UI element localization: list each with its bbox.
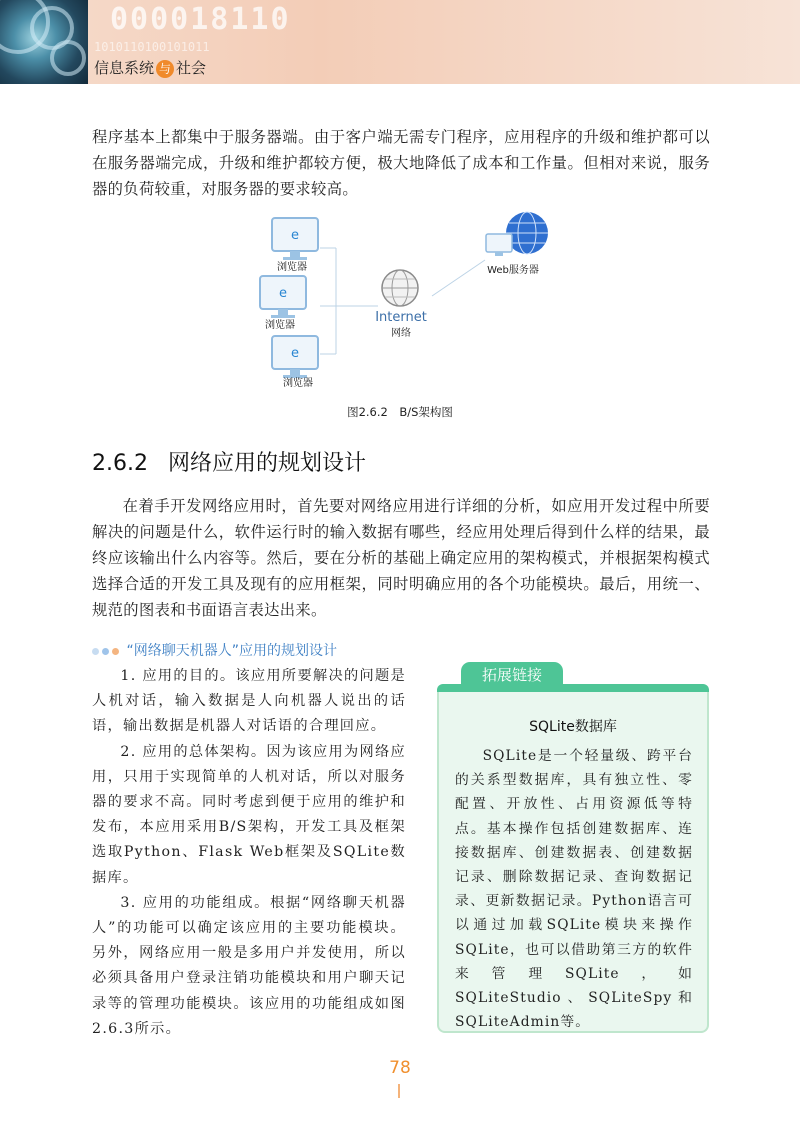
- book-title-part1: 信息系统: [94, 59, 155, 77]
- case-study-title: “网络聊天机器人”应用的规划设计: [126, 643, 337, 659]
- section-title: 网络应用的规划设计: [167, 451, 366, 476]
- browser-monitor-2: [260, 276, 306, 318]
- page-number: 78: [389, 1058, 411, 1078]
- web-server-icon: [486, 212, 548, 256]
- case-study-body: [92, 664, 406, 1042]
- sidebar-tab-label: 拓展链接: [461, 662, 563, 688]
- svg-text:e: e: [291, 228, 299, 243]
- book-title-part2: 社会: [176, 59, 207, 77]
- browser-monitor-3: [272, 336, 318, 378]
- gear-decoration-image: [0, 0, 88, 84]
- figure-caption: 图2.6.2 B/S架构图: [347, 405, 453, 419]
- intro-paragraph: 程序基本上都集中于服务器端。由于客户端无需专门程序，应用程序的升级和维护都可以在服务器端完成，升级和维护都较方便，极大地降低了成本和工作量。但相对来说，服务器的负荷较重，对服务器的要求较高。: [92, 128, 710, 198]
- case-study-heading: [92, 640, 337, 660]
- dots-icon: [92, 643, 122, 659]
- case-study-item-1: 1. 应用的目的。该应用所要解决的问题是人机对话，输入数据是人向机器人说出的话语，输出数据是机器人对话语的合理回应。: [92, 668, 406, 735]
- svg-text:e: e: [291, 346, 299, 361]
- sidebar-title: SQLite数据库: [529, 719, 617, 735]
- internet-globe-icon: [382, 270, 418, 306]
- book-title-amp: 与: [156, 60, 174, 78]
- browser-label-2: 浏览器: [265, 320, 295, 331]
- browser-monitor-1: [272, 218, 318, 260]
- page-header: [0, 0, 800, 84]
- internet-label: Internet: [375, 310, 427, 325]
- case-study-item-2: 2. 应用的总体架构。因为该应用为网络应用，只用于实现简单的人机对话，所以对服务器的要求不高。同时考虑到便于应用的维护和发布，本应用采用B/S架构，开发工具及框架选取Python、Flask Web框架及SQLite数据库。: [92, 743, 406, 886]
- browser-label-1: 浏览器: [277, 262, 307, 273]
- book-title: [94, 57, 206, 78]
- network-label: 网络: [391, 328, 411, 339]
- section-heading: [92, 446, 366, 477]
- header-decor-digits-small: 1010110100101011: [94, 40, 210, 54]
- browser-label-3: 浏览器: [283, 378, 313, 389]
- header-decor-digits: 000018110: [110, 2, 291, 37]
- page-number-tick: [398, 1084, 400, 1098]
- case-study-item-3: 3. 应用的功能组成。根据“网络聊天机器人”的功能可以确定该应用的主要功能模块。另外，网络应用一般是多用户并发使用，所以必须具备用户登录注销功能模块和用户聊天记录等的管理功能模块。该应用的功能组成如图2.6.3所示。: [92, 894, 406, 1037]
- section-paragraph: 在着手开发网络应用时，首先要对网络应用进行详细的分析，如应用开发过程中所要解决的问题是什么，软件运行时的输入数据有哪些，经应用处理后得到什么样的结果，最终应该输出什么内容等。然后，要在分析的基础上确定应用的架构模式，并根据架构模式选择合适的开发工具及现有的应用框架，同时明确应用的各个功能模块。最后，用统一、规范的图表和书面语言表达出来。: [92, 497, 710, 619]
- extension-link-sidebar: [437, 662, 709, 1033]
- svg-text:e: e: [279, 286, 287, 301]
- bs-architecture-diagram: [240, 208, 560, 398]
- web-server-label: Web服务器: [487, 265, 539, 276]
- section-number: 2.6.2: [92, 451, 148, 476]
- sidebar-text: SQLite是一个轻量级、跨平台的关系型数据库，具有独立性、零配置、开放性、占用资源低等特点。基本操作包括创建数据库、连接数据库、创建数据表、创建数据记录、删除数据记录、查询数据记录、更新数据记录。Python语言可以通过加载SQLite模块来操作SQLite，也可以借助第三方的软件来管理SQLite，如SQLiteStudio、SQLiteSpy和SQLiteAdmin等。: [455, 748, 693, 1031]
